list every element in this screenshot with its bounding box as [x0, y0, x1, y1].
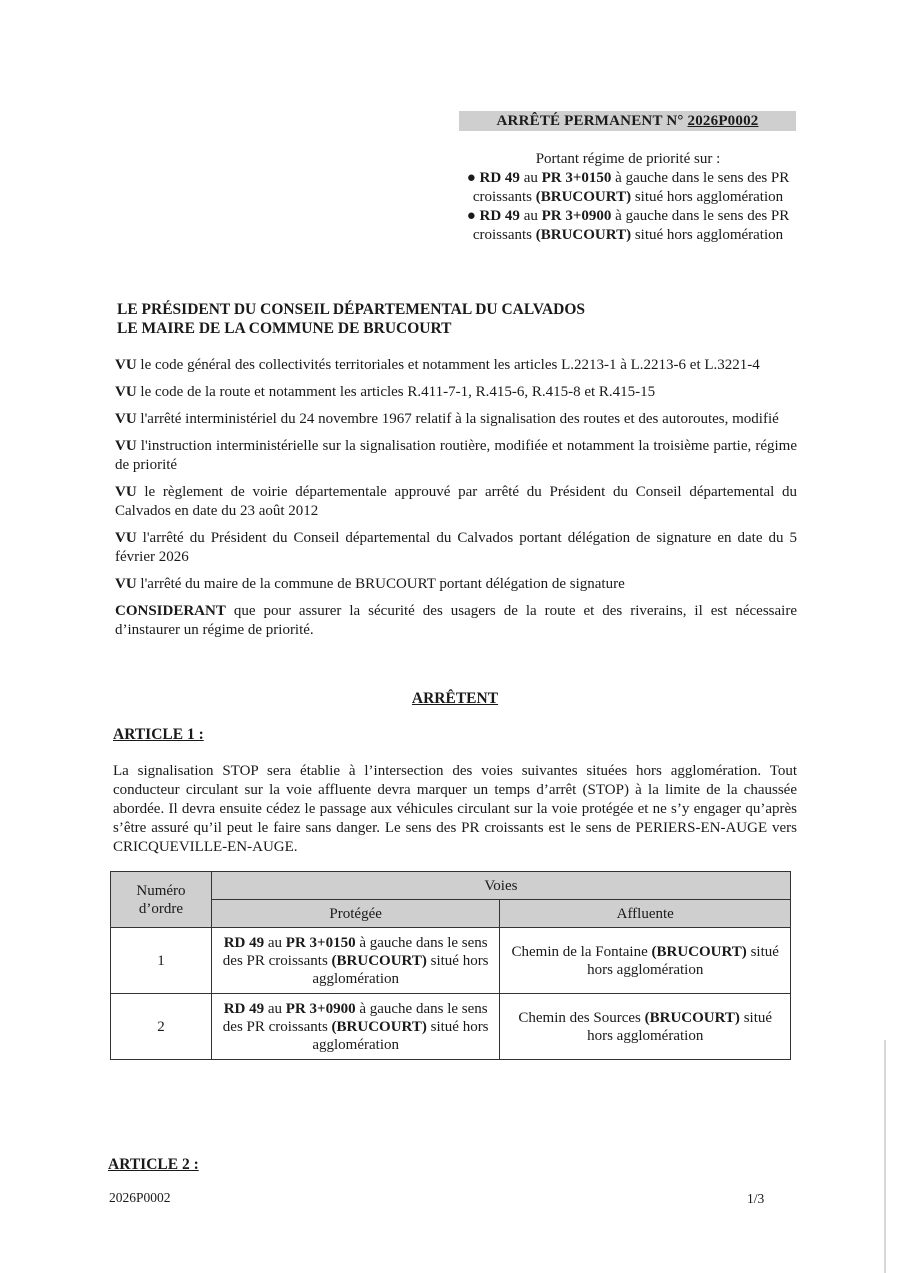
authority-mayor: LE MAIRE DE LA COMMUNE DE BRUCOURT: [117, 320, 452, 337]
bullet-icon: ●: [466, 170, 476, 186]
header-order-line: d’ordre: [138, 900, 184, 917]
cell-road: RD 49: [223, 1000, 265, 1017]
header-affluente: Affluente: [500, 900, 791, 928]
visa-item: [115, 575, 797, 594]
subject-text: au: [519, 170, 542, 186]
cell-protegee: [211, 928, 500, 994]
cell-affluente: [500, 928, 791, 994]
cell-text: Chemin de la Fontaine: [511, 943, 652, 960]
cell-commune: (BRUCOURT): [331, 1018, 427, 1035]
cell-commune: (BRUCOURT): [651, 943, 747, 960]
table-row: [111, 928, 791, 994]
header-protegee: Protégée: [211, 900, 500, 928]
header-order: [111, 872, 212, 928]
visa-item: [115, 356, 797, 375]
visa-text: l'instruction interministérielle sur la signalisation routière, modifiée et notamment la troisième partie, régime de priorité: [115, 438, 797, 473]
subject-pr: PR 3+0900: [541, 208, 612, 224]
decree-number: 2026P0002: [687, 113, 759, 129]
cell-commune: (BRUCOURT): [331, 952, 427, 969]
decree-title-prefix: ARRÊTÉ PERMANENT N°: [496, 113, 688, 129]
subject-text: situé hors agglomération: [631, 227, 784, 243]
subject-road: RD 49: [479, 208, 520, 224]
cell-text: à gauche dans le sens des PR croissants: [222, 1000, 488, 1035]
subject-commune: (BRUCOURT): [535, 189, 632, 205]
cell-text: au: [264, 934, 286, 951]
visa-text: le règlement de voirie départementale approuvé par arrêté du Président du Conseil départemental du Calvados en date du 23 août 2012: [115, 484, 797, 519]
article-1-body: La signalisation STOP sera établie à l’intersection des voies suivantes situées hors agglomération. Tout conducteur circulant sur la voie affluente devra marquer un temps d’arrêt (STOP) à la limite de la chaussée abordée. Il devra ensuite cédez le passage aux véhicules circulant sur la voie protégée et ne s’y engager qu’après s’être assuré qu’il peut le faire sans danger. Le sens des PR croissants est le sens de PERIERS-EN-AUGE vers CRICQUEVILLE-EN-AUGE.: [113, 763, 797, 855]
subject-text: à gauche dans le sens des PR croissants: [472, 170, 790, 205]
article-2-heading: ARTICLE 2 :: [108, 1156, 199, 1173]
subject-commune: (BRUCOURT): [535, 227, 632, 243]
visa-text: le code de la route et notamment les articles R.411-7-1, R.415-6, R.415-8 et R.415-15: [136, 384, 656, 400]
scan-edge: [884, 1040, 886, 1273]
cell-road: RD 49: [223, 934, 265, 951]
footer-reference: 2026P0002: [109, 1190, 171, 1205]
cell-pr: PR 3+0150: [285, 934, 356, 951]
decree-title: [459, 111, 796, 131]
subject-text: au: [519, 208, 542, 224]
visa-keyword: VU: [115, 530, 137, 546]
header-order-line: Numéro: [136, 882, 186, 899]
cell-commune: (BRUCOURT): [644, 1009, 740, 1026]
visa-keyword: VU: [115, 411, 137, 427]
priority-table: [110, 871, 791, 1060]
visa-keyword: VU: [115, 484, 137, 500]
visas-list: [115, 356, 797, 648]
considerant-item: [115, 602, 797, 640]
considerant-keyword: CONSIDERANT: [115, 603, 226, 619]
visa-item: [115, 483, 797, 521]
cell-text: situé hors agglomération: [587, 1009, 773, 1044]
visa-keyword: VU: [115, 438, 137, 454]
cell-text: Chemin des Sources: [518, 1009, 645, 1026]
visa-text: le code général des collectivités territoriales et notamment les articles L.2213-1 à L.2213-6 et L.3221-4: [136, 357, 760, 373]
cell-order: 2: [111, 994, 212, 1060]
footer-page-number: 1/3: [747, 1191, 765, 1206]
visa-keyword: VU: [115, 576, 137, 592]
cell-text: situé hors agglomération: [587, 943, 779, 978]
subject-intro: Portant régime de priorité sur :: [535, 151, 721, 167]
table-row: [111, 994, 791, 1060]
visa-keyword: VU: [115, 384, 137, 400]
subject-text: à gauche dans le sens des PR croissants: [472, 208, 790, 243]
visa-item: [115, 383, 797, 402]
visa-text: l'arrêté du maire de la commune de BRUCOURT portant délégation de signature: [136, 576, 625, 592]
cell-text: à gauche dans le sens des PR croissants: [222, 934, 488, 969]
visa-text: l'arrêté du Président du Conseil départemental du Calvados portant délégation de signature en date du 5 février 2026: [115, 530, 797, 565]
visa-keyword: VU: [115, 357, 137, 373]
decree-subject: [460, 150, 796, 245]
subject-pr: PR 3+0150: [541, 170, 612, 186]
subject-item: [460, 169, 796, 207]
visa-item: [115, 529, 797, 567]
cell-order: 1: [111, 928, 212, 994]
cell-text: situé hors agglomération: [312, 952, 489, 987]
considerant-text: que pour assurer la sécurité des usagers de la route et des riverains, il est nécessaire d’instaurer un régime de priorité.: [115, 603, 797, 638]
cell-text: au: [264, 1000, 286, 1017]
authority-president: LE PRÉSIDENT DU CONSEIL DÉPARTEMENTAL DU CALVADOS: [117, 301, 586, 318]
header-voies: Voies: [211, 872, 790, 900]
article-1-heading: ARTICLE 1 :: [113, 726, 204, 743]
cell-protegee: [211, 994, 500, 1060]
subject-text: situé hors agglomération: [631, 189, 784, 205]
authority-block: [117, 300, 797, 338]
cell-pr: PR 3+0900: [285, 1000, 356, 1017]
visa-item: [115, 437, 797, 475]
visa-item: [115, 410, 797, 429]
cell-affluente: [500, 994, 791, 1060]
cell-text: situé hors agglomération: [312, 1018, 489, 1053]
bullet-icon: ●: [466, 208, 476, 224]
subject-item: [460, 207, 796, 245]
subject-road: RD 49: [479, 170, 520, 186]
arretent-heading: ARRÊTENT: [411, 690, 499, 707]
visa-text: l'arrêté interministériel du 24 novembre 1967 relatif à la signalisation des routes et des autoroutes, modifié: [136, 411, 779, 427]
